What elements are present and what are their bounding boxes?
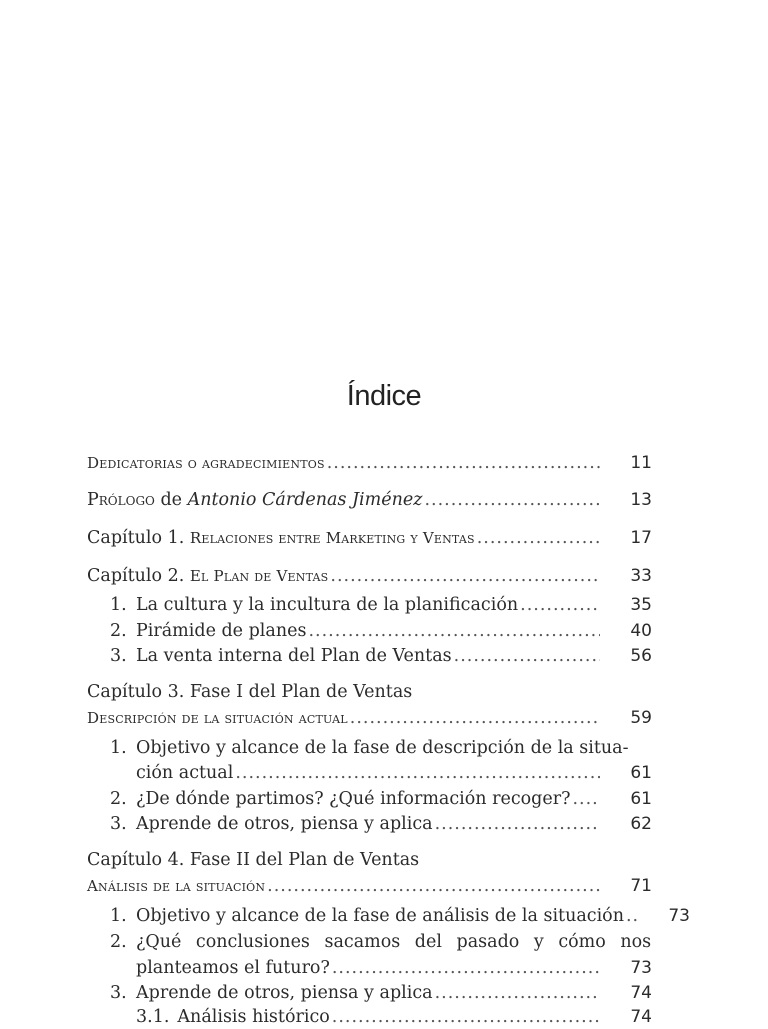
toc-entry-text: La venta interna del Plan de Ventas bbox=[136, 646, 452, 666]
toc-subentry-number: 2. bbox=[110, 789, 127, 809]
toc-subentry bbox=[110, 787, 652, 811]
toc-subentry-continuation bbox=[136, 761, 652, 785]
toc-subentry bbox=[110, 593, 652, 617]
toc-entry-chapter-3 bbox=[87, 706, 652, 730]
toc-entry-prologo bbox=[87, 488, 652, 512]
toc-chapter-heading-4 bbox=[87, 848, 652, 872]
toc-entry-text: ción actual bbox=[136, 763, 234, 783]
toc-page-number: 11 bbox=[630, 453, 652, 473]
toc-subentry-number: 2. bbox=[110, 621, 127, 641]
toc-entry-text: Aprende de otros, piensa y aplica bbox=[136, 983, 433, 1003]
toc-entry-author: Antonio Cárdenas Jiménez bbox=[187, 490, 423, 510]
toc-chapter-heading: Capítulo 3. Fase I del Plan de Ventas bbox=[87, 682, 413, 702]
dot-leader bbox=[477, 526, 600, 550]
dot-leader bbox=[424, 488, 600, 512]
toc-entry-text: Relaciones entre Marketing y Ventas bbox=[189, 529, 475, 547]
toc-entry-text: Pirámide de planes bbox=[136, 621, 307, 641]
dot-leader bbox=[330, 564, 600, 588]
index-title: Índice bbox=[346, 380, 422, 412]
toc-page-number: 74 bbox=[630, 1007, 652, 1027]
toc-subentry bbox=[110, 981, 652, 1005]
dot-leader bbox=[332, 956, 600, 980]
toc-page-number: 40 bbox=[630, 621, 652, 641]
toc-entry-text: Aprende de otros, piensa y aplica bbox=[136, 814, 433, 834]
toc-subentry bbox=[110, 644, 652, 668]
toc-entry-text: El Plan de Ventas bbox=[189, 567, 329, 585]
toc-subentry-number: 3.1. bbox=[136, 1007, 170, 1027]
toc-entry-text: Análisis de la situación bbox=[87, 877, 266, 895]
toc-entry-text: Objetivo y alcance de la fase de análisis de la situación bbox=[136, 906, 624, 926]
toc-page-number: 62 bbox=[630, 814, 652, 834]
toc-subentry-number: 3. bbox=[110, 983, 127, 1003]
toc-subentry-continuation bbox=[136, 956, 652, 980]
toc-page-number: 17 bbox=[630, 528, 652, 548]
toc-entry-dedicatorias bbox=[87, 451, 652, 475]
toc-page-number: 56 bbox=[630, 646, 652, 666]
dot-leader bbox=[435, 812, 600, 836]
toc-page-number: 61 bbox=[630, 763, 652, 783]
toc-subentry bbox=[110, 736, 652, 760]
dot-leader bbox=[327, 451, 600, 475]
toc-page-number: 73 bbox=[630, 958, 652, 978]
toc-subentry-number: 3. bbox=[110, 814, 127, 834]
toc-subentry-number: 3. bbox=[110, 646, 127, 666]
toc-chapter-heading-3 bbox=[87, 680, 652, 704]
toc-entry-text: Descripción de la situación actual bbox=[87, 709, 348, 727]
toc-entry-text: ¿De dónde partimos? ¿Qué información recoger? bbox=[136, 789, 571, 809]
toc-subentry bbox=[110, 930, 652, 954]
dot-leader bbox=[308, 619, 600, 643]
toc-subentry-number: 1. bbox=[110, 906, 127, 926]
toc-chapter-heading: Capítulo 4. Fase II del Plan de Ventas bbox=[87, 850, 420, 870]
dot-leader bbox=[267, 874, 600, 898]
toc-page-number: 73 bbox=[668, 906, 690, 926]
toc-entry-chapter-4 bbox=[87, 874, 652, 898]
toc-page-number: 61 bbox=[630, 789, 652, 809]
toc-entry-text: Objetivo y alcance de la fase de descripción de la situa- bbox=[136, 738, 629, 758]
dot-leader bbox=[626, 904, 638, 928]
toc-subentry bbox=[110, 619, 652, 643]
dot-leader bbox=[235, 761, 600, 785]
toc-subentry bbox=[110, 812, 652, 836]
toc-chapter-label: Capítulo 1. bbox=[87, 528, 185, 548]
toc-entry-text: Dedicatorias o agradecimientos bbox=[87, 454, 325, 472]
dot-leader bbox=[332, 1005, 600, 1029]
toc-page-number: 59 bbox=[630, 708, 652, 728]
toc-entry-text: La cultura y la incultura de la planificación bbox=[136, 595, 519, 615]
toc-page-number: 33 bbox=[630, 566, 652, 586]
toc-subentry-number: 1. bbox=[110, 738, 127, 758]
toc-entry-connector: de bbox=[154, 490, 188, 510]
toc-page-number: 74 bbox=[630, 983, 652, 1003]
dot-leader bbox=[572, 787, 600, 811]
dot-leader bbox=[435, 981, 600, 1005]
toc-subentry-number: 2. bbox=[110, 932, 127, 952]
toc-chapter-label: Capítulo 2. bbox=[87, 566, 185, 586]
toc-page-number: 13 bbox=[630, 490, 652, 510]
toc-entry-text: planteamos el futuro? bbox=[136, 958, 330, 978]
toc-entry-chapter-1 bbox=[87, 526, 652, 550]
toc-page-number: 71 bbox=[630, 876, 652, 896]
toc-entry-chapter-2 bbox=[87, 564, 652, 588]
dot-leader bbox=[350, 706, 600, 730]
toc-entry-prefix: Prólogo bbox=[87, 490, 155, 510]
toc-entry-text: ¿Qué conclusiones sacamos del pasado y cómo nos bbox=[136, 932, 652, 952]
toc-subentry bbox=[110, 904, 690, 928]
toc-page-number: 35 bbox=[630, 595, 652, 615]
toc-subentry-number: 1. bbox=[110, 595, 127, 615]
dot-leader bbox=[454, 644, 600, 668]
toc-subsubentry bbox=[136, 1005, 652, 1029]
toc-entry-text: Análisis histórico bbox=[177, 1007, 330, 1027]
dot-leader bbox=[520, 593, 600, 617]
